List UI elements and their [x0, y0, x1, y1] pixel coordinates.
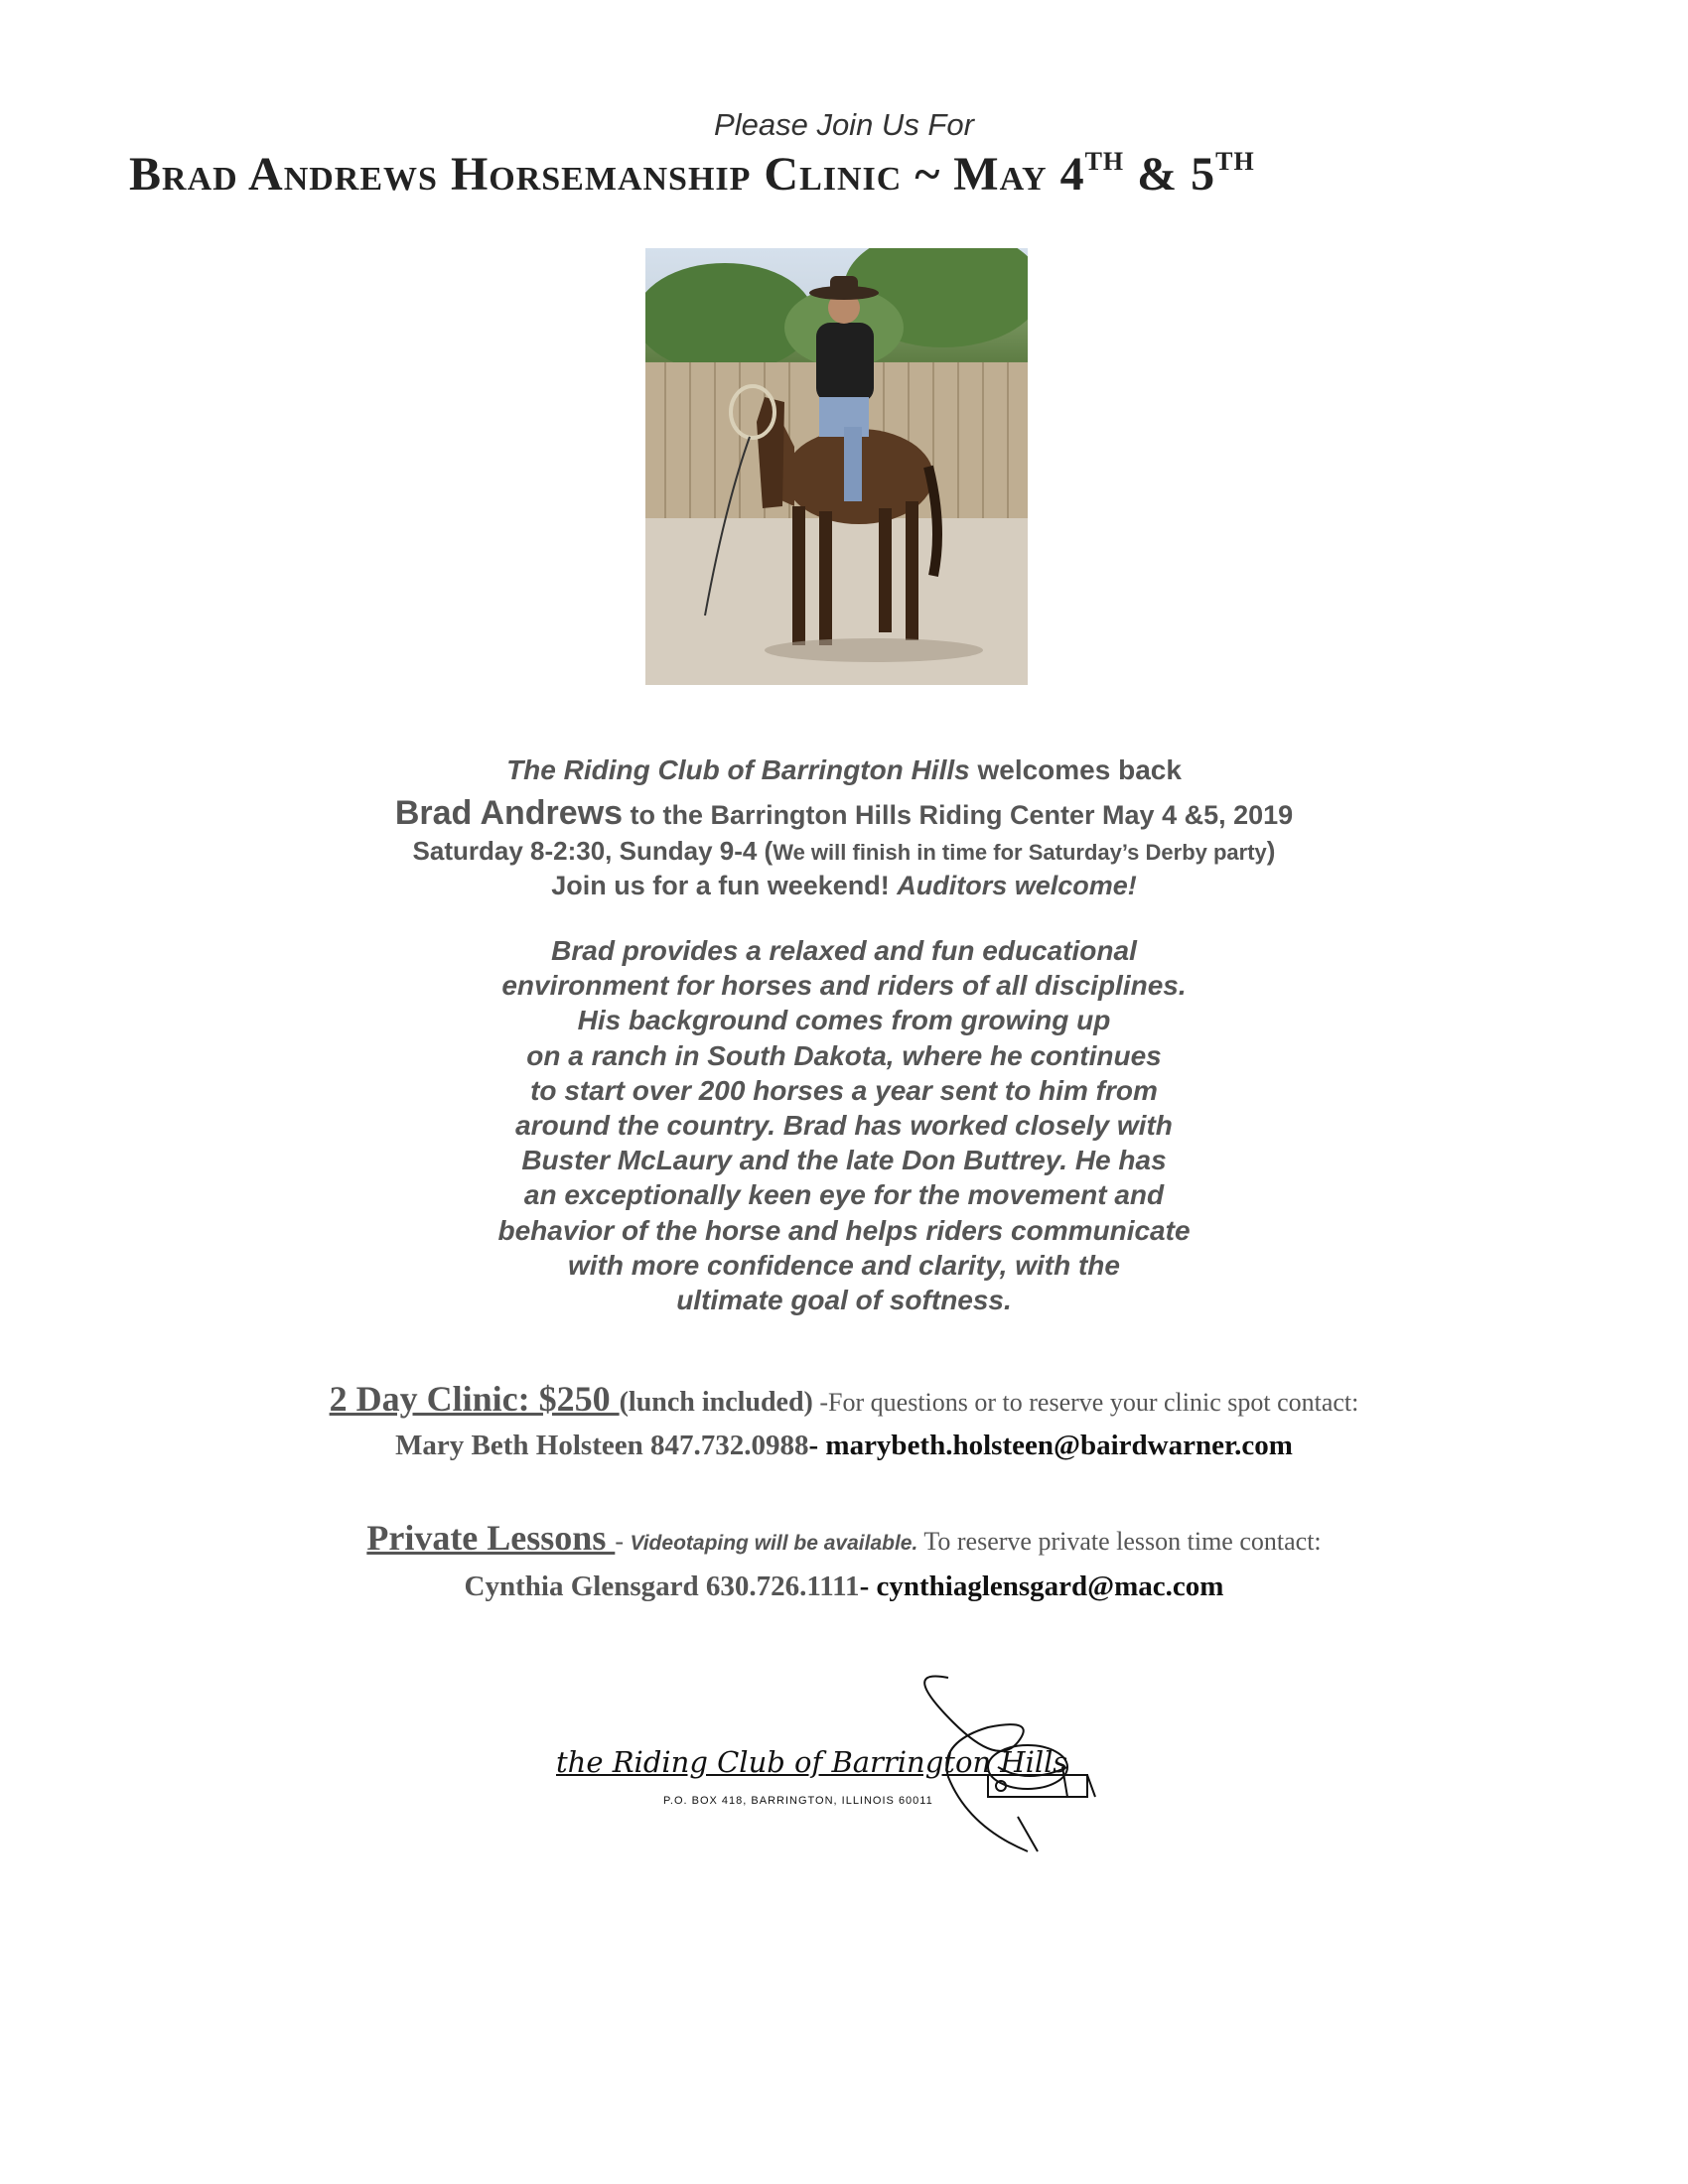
headline-sup-1: TH — [1084, 147, 1125, 176]
clinic-contact — [0, 1430, 1688, 1462]
clinic-contact-name: Mary Beth Holsteen 847.732.0988 — [395, 1430, 809, 1461]
club-name: The Riding Club of Barrington Hills — [506, 754, 970, 785]
bio-line: with more confidence and clarity, with the — [568, 1249, 1120, 1281]
trainer-name: Brad Andrews — [394, 794, 624, 832]
lessons-contact-name: Cynthia Glensgard 630.726.1111 — [464, 1570, 860, 1602]
schedule-text: Saturday 8-2:30, Sunday 9-4 ( — [412, 836, 774, 866]
venue-date-text: to the Barrington Hills Riding Center May 4 &5, 2019 — [623, 800, 1294, 830]
bio-line: behavior of the horse and helps riders communicate — [497, 1214, 1191, 1246]
lessons-contact-intro: To reserve private lesson time contact: — [917, 1527, 1322, 1556]
welcomes-text: welcomes back — [969, 754, 1182, 785]
bio-line: around the country. Brad has worked closely with — [515, 1110, 1173, 1142]
headline-mid: & 5 — [1124, 148, 1216, 201]
lessons-contact-email[interactable]: cynthiaglensgard@mac.com — [876, 1570, 1224, 1602]
auditors-text: Auditors welcome! — [897, 871, 1137, 900]
lessons-contact — [0, 1570, 1688, 1603]
private-lessons — [0, 1517, 1688, 1559]
clinic-contact-intro: -For questions or to reserve your clinic spot contact: — [812, 1388, 1359, 1417]
intro-line-1 — [0, 754, 1688, 786]
club-address: P.O. BOX 418, BARRINGTON, ILLINOIS 60011 — [663, 1795, 933, 1807]
bio-line: on a ranch in South Dakota, where he continues — [526, 1039, 1162, 1071]
bio-line: Buster McLaury and the late Don Buttrey. He has — [521, 1145, 1167, 1176]
club-logo-name: the Riding Club of Barrington Hills — [556, 1745, 1068, 1779]
horse-rider-illustration — [645, 248, 1028, 685]
schedule-note: We will finish in time for Saturday’s Derby party — [773, 840, 1267, 865]
bio-line: Brad provides a relaxed and fun educational — [551, 935, 1137, 966]
clinic-price-label: 2 Day Clinic: $250 — [329, 1379, 620, 1419]
lessons-label: Private Lessons — [366, 1518, 616, 1558]
join-text: Join us for a fun weekend! — [551, 871, 898, 900]
kicker-text: Please Join Us For — [714, 107, 974, 142]
horse-rider-photo — [645, 248, 1028, 685]
intro-line-4 — [0, 871, 1688, 901]
lessons-video-note: Videotaping will be available. — [630, 1532, 918, 1555]
intro-line-3 — [0, 836, 1688, 867]
bio-paragraph — [427, 933, 1261, 1317]
page-title — [129, 147, 1618, 202]
intro-line-2 — [0, 794, 1688, 833]
clinic-pricing — [0, 1378, 1688, 1420]
bio-line: His background comes from growing up — [577, 1005, 1111, 1036]
lessons-contact-sep: - — [859, 1570, 877, 1602]
bio-line: to start over 200 horses a year sent to him from — [530, 1074, 1158, 1106]
bio-line: environment for horses and riders of all disciplines. — [501, 970, 1187, 1002]
headline-main: Brad Andrews Horsemanship Clinic ~ May 4 — [129, 148, 1085, 201]
clinic-contact-sep: - — [808, 1430, 826, 1461]
bio-line: an exceptionally keen eye for the movement and — [523, 1179, 1165, 1211]
bio-line: ultimate goal of softness. — [676, 1285, 1012, 1316]
lessons-sep: - — [615, 1527, 631, 1556]
clinic-contact-email[interactable]: marybeth.holsteen@bairdwarner.com — [825, 1430, 1293, 1461]
clinic-lunch-note: (lunch included) — [619, 1387, 813, 1418]
headline-sup-2: TH — [1215, 147, 1255, 176]
schedule-close: ) — [1266, 836, 1276, 866]
